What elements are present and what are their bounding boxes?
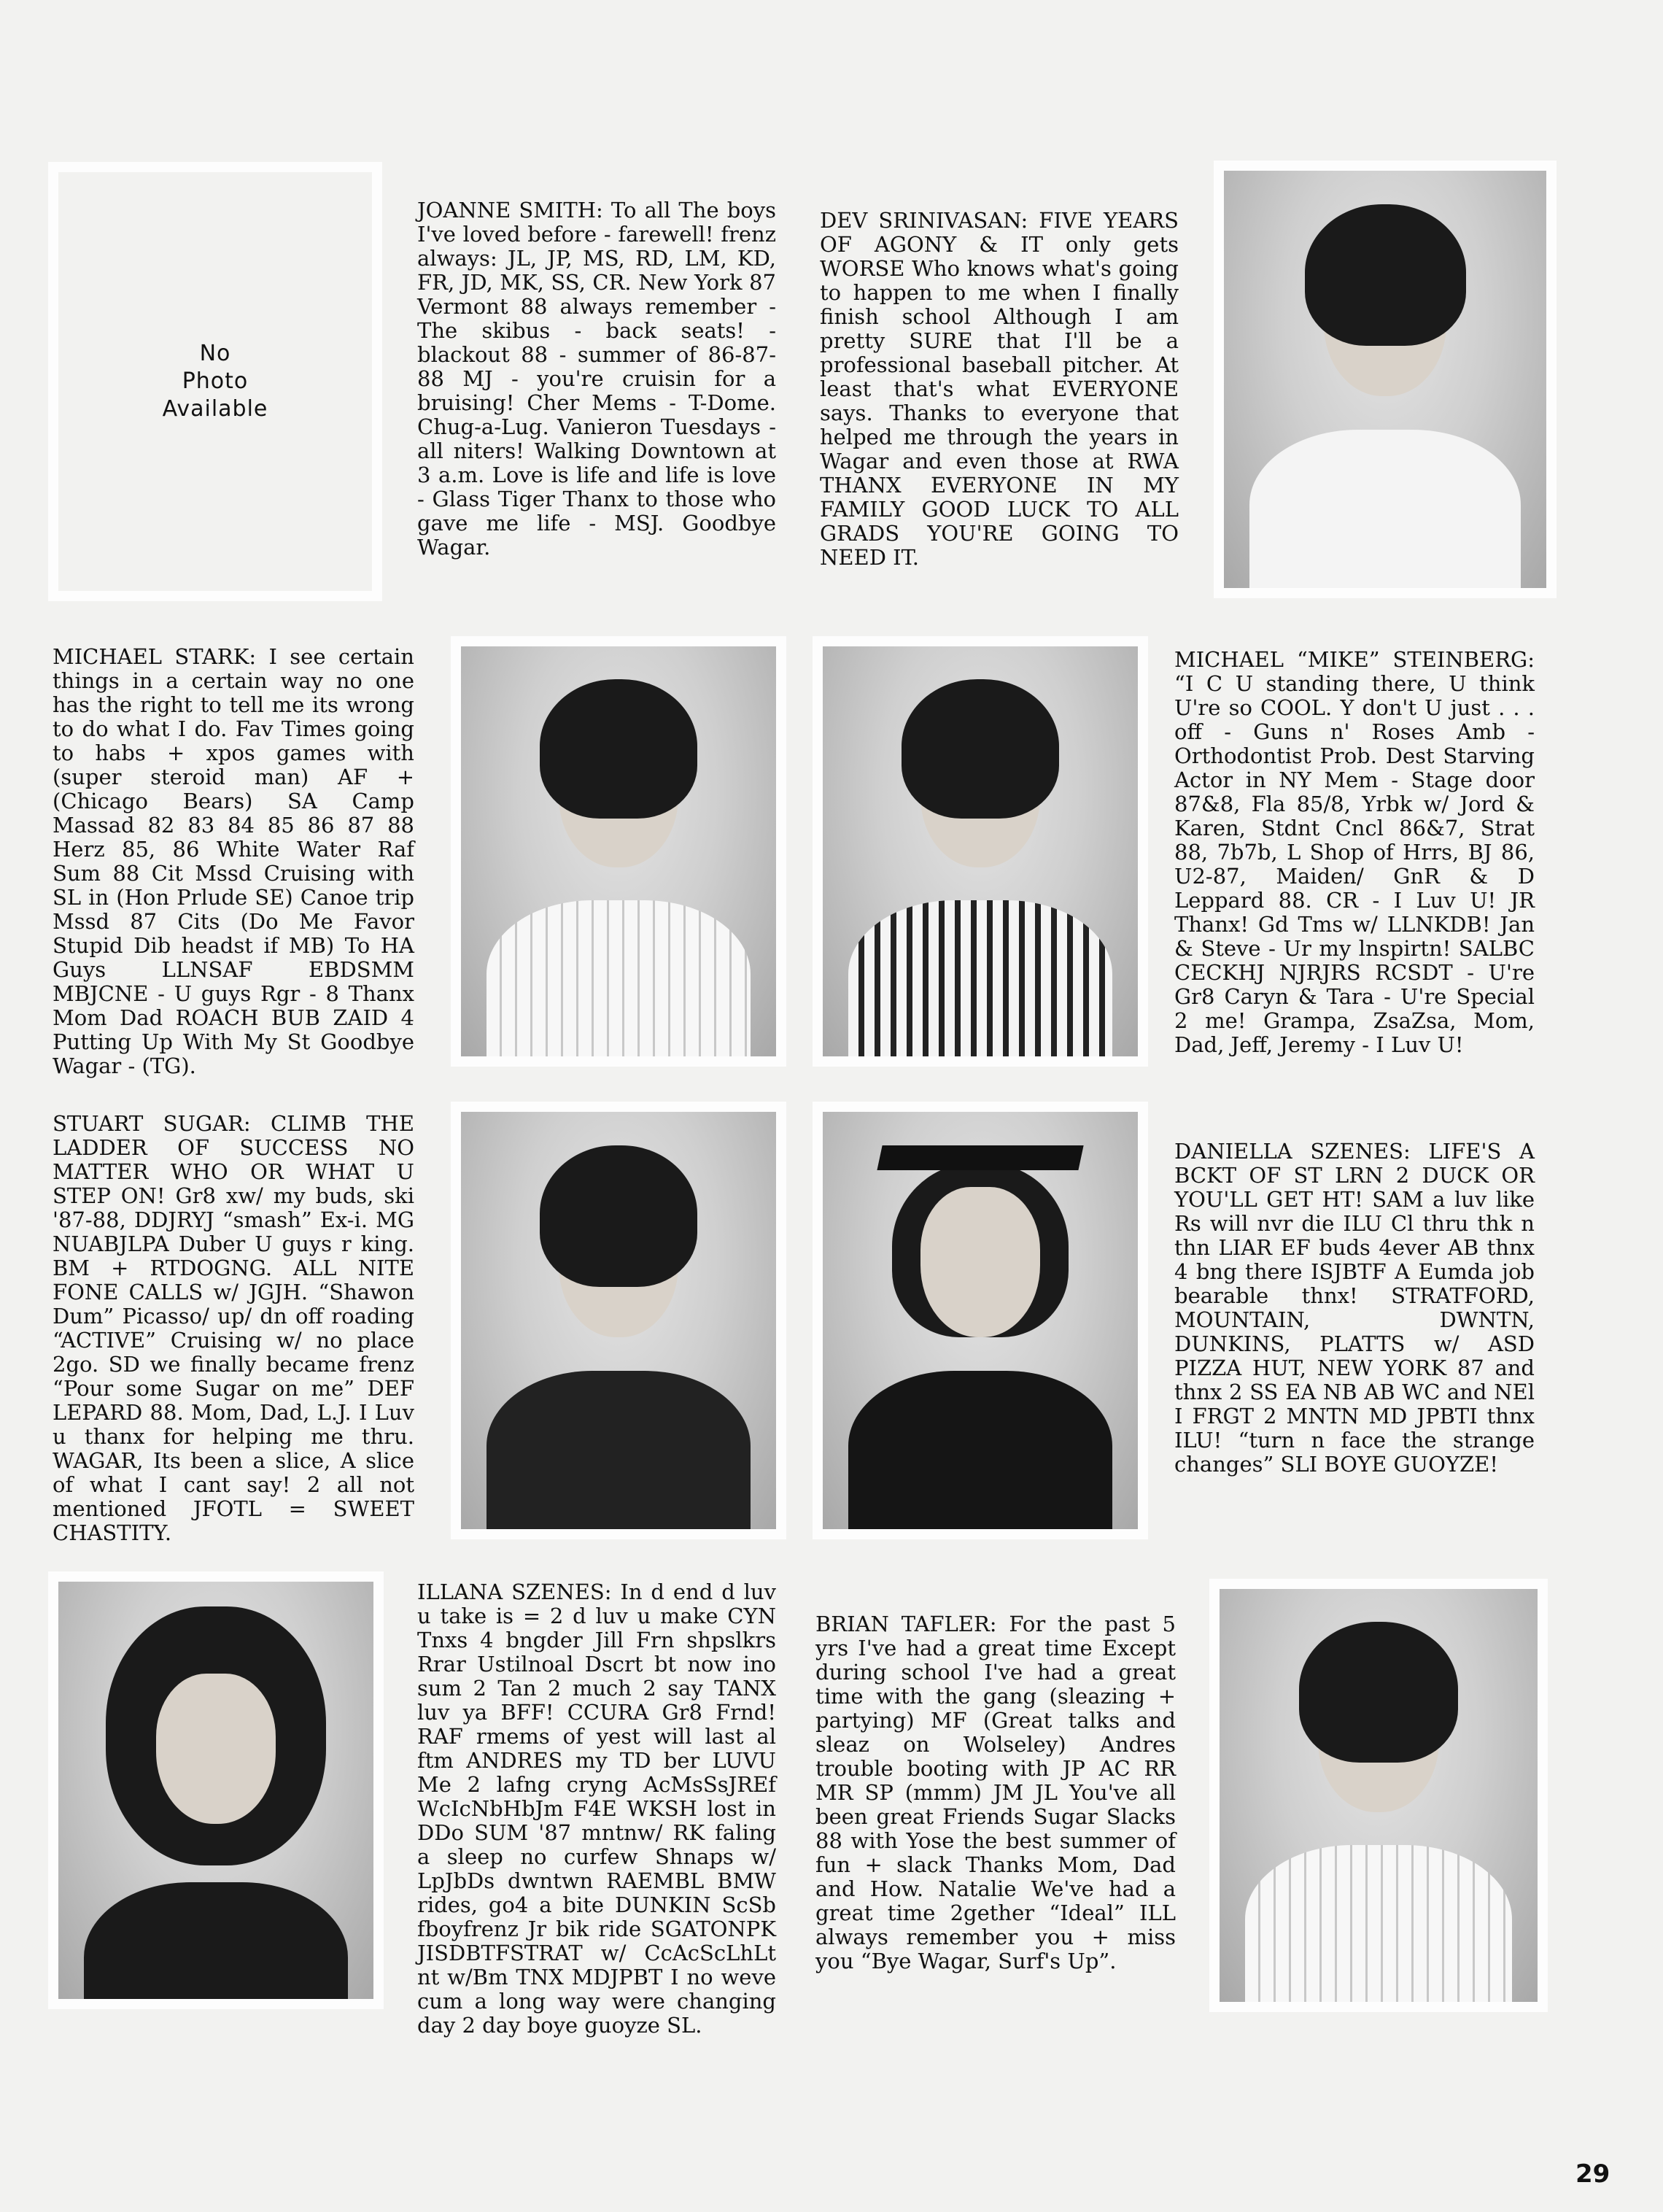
portrait-daniella-szenes xyxy=(813,1102,1148,1539)
entry-brian-tafler: BRIAN TAFLER: For the past 5 yrs I've had a great time Except during school I've had a great time with the gang (sleazing + partying) MF (Great talks and sleaz on Wolseley) Andres trouble booting with JP AC RR MR SP (mmm) JM JL You've all been great Friends Sugar Slacks 88 with Yose the best summer of fun + slack Thanks Mom, Dad and How. Natalie We've had a great time 2gether “Ideal” ILL always remember you + miss you “Bye Wagar, Surf's Up”. xyxy=(815,1612,1176,1973)
entry-daniella-szenes: DANIELLA SZENES: LIFE'S A BCKT OF ST LRN 2 DUCK OR YOU'LL GET HT! SAM a luv like Rs will nvr die ILU Cl thru thk n thn LIAR EF buds 4ever AB thnx 4 bng there ISJBTF A Eumda job bearable thnx! STRATFORD, MOUNTAIN, DWNTN, DUNKINS, PLATTS w/ ASD PIZZA HUT, NEW YORK 87 and thnx 2 SS EA NB AB WC and NEl I FRGT 2 MNTN MD JPBTI thnx ILU! “turn n face the strange changes” SLI BOYE GUOYZE! xyxy=(1174,1139,1535,1477)
entry-illana-szenes: ILLANA SZENES: In d end d luv u take is = 2 d luv u make CYN Tnxs 4 bngder Jill Frn shpslkrs Rrar Ustilnoal Dscrt bt now ino sum 2 Tan 2 much 2 say TANX luv ya BFF! CCURA Gr8 Frnd! RAF rmems of yest will last al ftm ANDRES my TD ber LUVU Me 2 lafng cryng AcMsSsJREf WcIcNbHbJm F4E WKSH lost in DDo SUM '87 mntnw/ RK faling a sleep no curfew Shnaps w/ LpJbDs dwntwn RAEMBL BMW rides, go4 a bite DUNKIN ScSb fboyfrenz Jr bik ride SGATONPK JISDBTFSTRAT w/ CcAcScLhLt nt w/Bm TNX MDJPBT I no weve cum a long way were changing day 2 day boye guoyze SL. xyxy=(417,1579,776,2038)
portrait-michael-stark xyxy=(451,636,786,1067)
entry-michael-stark: MICHAEL STARK: I see certain things in a certain way no one has the right to tell me its wrong to do what I do. Fav Times going to habs + xpos games with (super steroid man) AF + (Chicago Bears) SA Camp Massad 82 83 84 85 86 87 88 Herz 85, 86 White Water Raf Sum 88 Cit Mssd Cruising with SL in (Hon Prlude SE) Canoe trip Mssd 87 Cits (Do Me Favor Stupid Dib headst if MB) To HA Guys LLNSAF EBDSMM MBJCNE - U guys Rgr - 8 Thanx Mom Dad ROACH BUB ZAID 4 Putting Up With My St Goodbye Wagar - (TG). xyxy=(53,644,414,1078)
entry-dev-srinivasan: DEV SRINIVASAN: FIVE YEARS OF AGONY & IT only gets WORSE Who knows what's going to happen to me when I finally finish school Although I am pretty SURE that I'll be a professional baseball pitcher. At least that's what EVERYONE says. Thanks to everyone that helped me through the years in Wagar and even those at RWA THANX EVERYONE IN MY FAMILY GOOD LUCK TO ALL GRADS YOU'RE GOING TO NEED IT. xyxy=(820,208,1179,570)
portrait-illana-szenes xyxy=(48,1571,384,2009)
entry-joanne-smith: JOANNE SMITH: To all The boys I've loved before - farewell! frenz always: JL, JP, MS, RD, LM, KD, FR, JD, MK, SS, CR. New York 87 Vermont 88 always remember - The skibus - back seats! - blackout 88 - summer of 86-87-88 MJ - you're cruisin for a bruising! Cher Mems - T-Dome. Chug-a-Lug. Vanieron Tuesdays - all niters! Walking Downtown at 3 a.m. Love is life and life is love - Glass Tiger Thanx to those who gave me life - MSJ. Goodbye Wagar. xyxy=(417,198,776,560)
portrait-stuart-sugar xyxy=(451,1102,786,1539)
portrait-michael-steinberg xyxy=(813,636,1148,1067)
entry-michael-steinberg: MICHAEL “MIKE” STEINBERG: “I C U standing there, U think U're so COOL. Y don't U just . . . off - Guns n' Roses Amb - Orthodontist Prob. Dest Starving Actor in NY Mem - Stage door 87&8, Fla 85/8, Yrbk w/ Jord & Karen, Stdnt Cncl 86&7, Strat 88, 7b7b, L Shop of Hrrs, BJ 86, U2-87, Maiden/ GnR & D Leppard 88. CR - I Luv U! JR Thanx! Gd Tms w/ LLNKDB! Jan & Steve - Ur my lnspirtn! SALBC CECKHJ NJRJRS RCSDT - U're Gr8 Caryn & Tara - U're Special 2 me! Grampa, ZsaZsa, Mom, Dad, Jeff, Jeremy - I Luv U! xyxy=(1174,647,1535,1057)
portrait-dev-srinivasan xyxy=(1214,161,1557,598)
no-photo-text: No Photo Available xyxy=(162,341,268,422)
entry-stuart-sugar: STUART SUGAR: CLIMB THE LADDER OF SUCCESS NO MATTER WHO OR WHAT U STEP ON! Gr8 xw/ my buds, ski '87-88, DDJRYJ “smash” Ex-i. MG NUABJLPA Duber U guys r king. BM + RTDOGNG. ALL NITE FONE CALLS w/ JGJH. “Shawon Dum” Picasso/ up/ dn off roading “ACTIVE” Cruising w/ no place 2go. SD we finally became frenz “Pour some Sugar on me” DEF LEPARD 88. Mom, Dad, L.J. I Luv u thanx for helping me thru. WAGAR, Its been a slice, A slice of what I cant say! 2 all not mentioned JFOTL = SWEET CHASTITY. xyxy=(53,1111,414,1545)
page-number: 29 xyxy=(1575,2159,1610,2189)
no-photo-placeholder xyxy=(48,162,382,601)
portrait-brian-tafler xyxy=(1209,1579,1548,2012)
